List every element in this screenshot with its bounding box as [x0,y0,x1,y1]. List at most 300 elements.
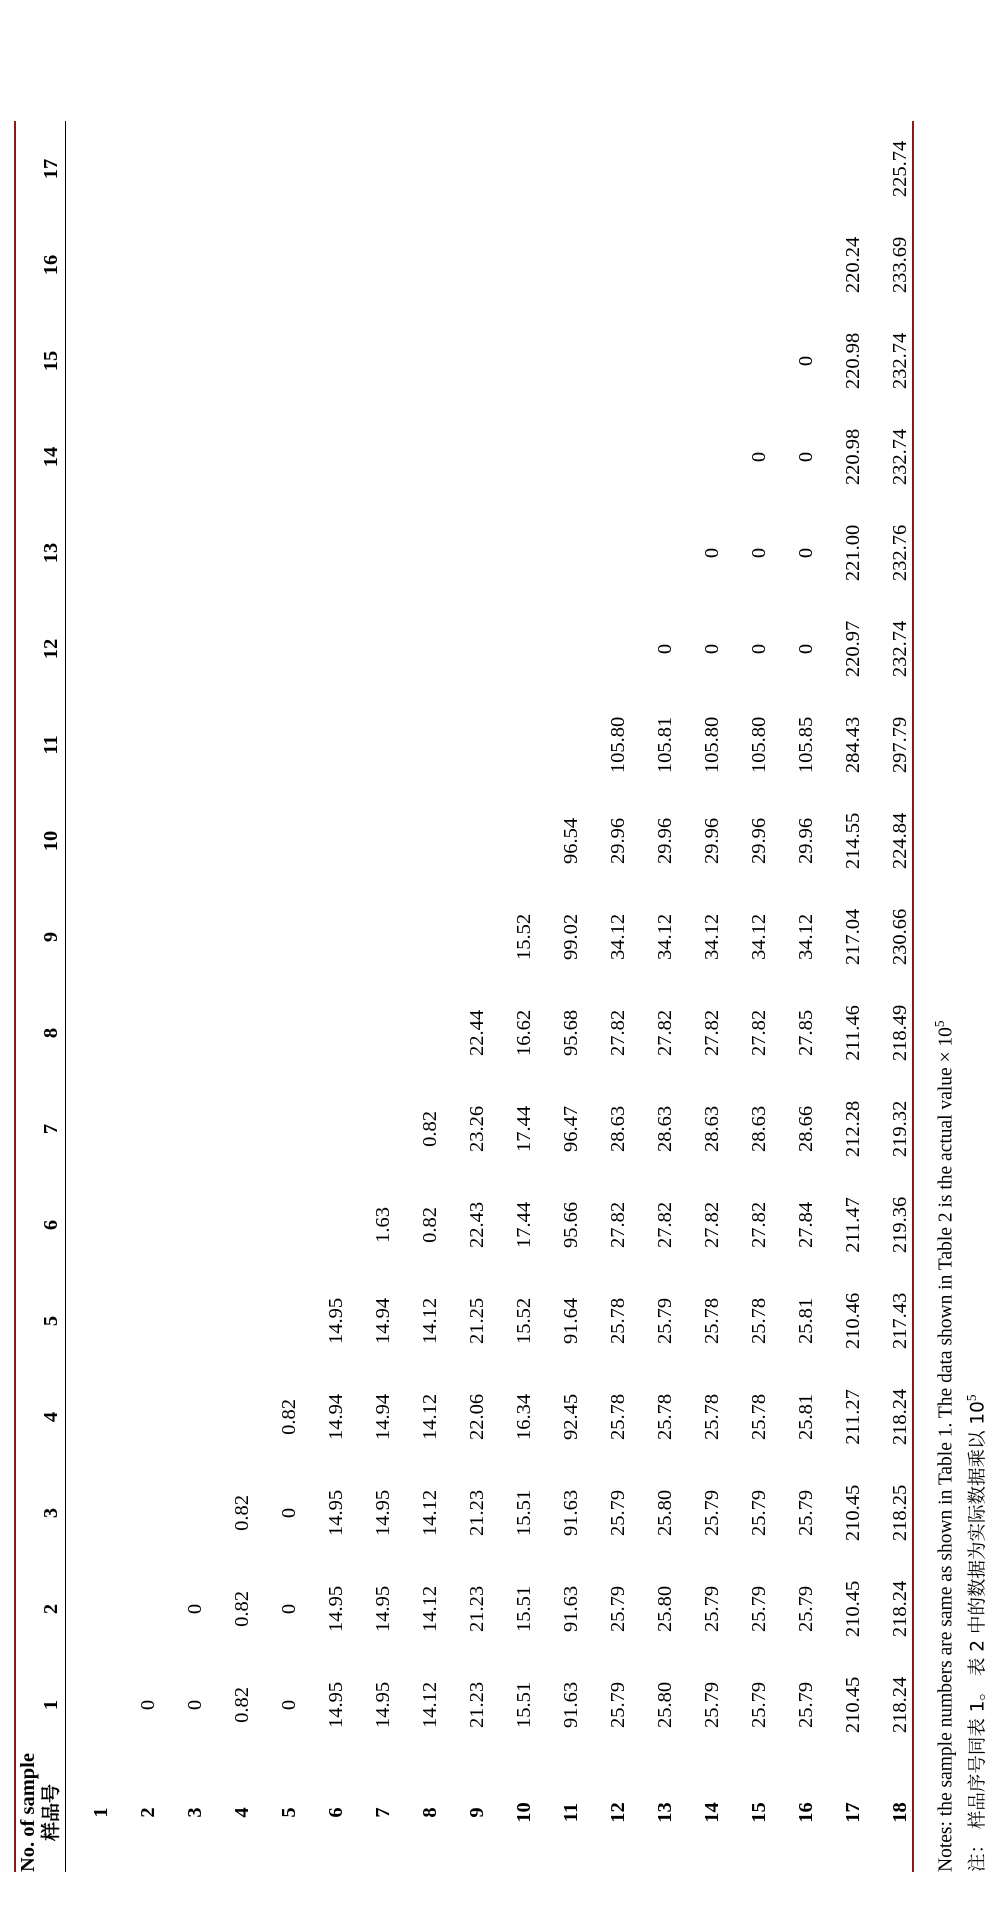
cell: 25.78 [748,1297,770,1345]
table-row [536,121,583,1872]
cell [348,889,395,985]
cell: 27.82 [748,1201,770,1249]
cell [66,1081,114,1177]
cell: 21.23 [466,1585,488,1633]
cell: 96.54 [560,817,582,865]
cell [583,601,630,697]
table-row [489,121,536,1872]
cell [442,889,489,985]
cell: 25.79 [701,1489,723,1537]
cell: 17.44 [513,1201,535,1249]
cell: 91.63 [560,1585,582,1633]
row-label: 5 [278,1807,300,1818]
cell: 29.96 [607,817,629,865]
cell: 0 [748,451,770,463]
cell [113,313,160,409]
cell [489,697,536,793]
cell [207,985,254,1081]
cell: 14.95 [372,1489,394,1537]
cell: 0 [701,547,723,559]
cell [583,409,630,505]
cell [254,121,301,217]
cell [254,697,301,793]
cell: 95.66 [560,1201,582,1249]
cell: 27.82 [654,1201,676,1249]
cell [254,1177,301,1273]
cell [395,121,442,217]
cell: 22.06 [466,1393,488,1441]
cell [301,313,348,409]
cell: 105.85 [795,716,817,774]
cell: 28.66 [795,1105,817,1153]
cell: 27.84 [795,1201,817,1249]
row-label: 11 [560,1802,582,1823]
cell: 0 [795,451,817,463]
cell [113,121,160,217]
cell [113,601,160,697]
data-table [14,121,914,1872]
cell: 25.78 [607,1297,629,1345]
cell: 27.82 [748,1009,770,1057]
cell: 0 [137,1699,159,1711]
cell [395,601,442,697]
cell [254,1273,301,1369]
column-header-10: 10 [15,793,66,889]
cell: 0 [701,643,723,655]
cell [66,1657,114,1753]
cell: 105.80 [748,716,770,774]
cell: 219.32 [865,1081,913,1177]
cell [66,313,114,409]
row-label: 16 [795,1802,817,1823]
cell: 91.63 [560,1681,582,1729]
cell [66,409,114,505]
cell: 29.96 [701,817,723,865]
cell [66,1465,114,1561]
table-row [160,121,207,1872]
cell: 34.12 [701,913,723,961]
cell [66,601,114,697]
cell: 15.52 [513,913,535,961]
table-body [66,121,914,1872]
cell [207,505,254,601]
column-header-8: 8 [15,985,66,1081]
cell: 1.63 [372,1207,394,1243]
cell: 0.82 [231,1591,253,1627]
row-label: 9 [466,1807,488,1818]
cell [66,121,114,217]
cell: 25.78 [748,1393,770,1441]
table-row [442,121,489,1872]
cell: 297.79 [865,697,913,793]
table-row [113,121,160,1872]
cell [301,217,348,313]
cell: 0 [795,547,817,559]
cell: 25.79 [748,1585,770,1633]
column-header-12: 12 [15,601,66,697]
cell [348,793,395,889]
cell: 0 [795,643,817,655]
cell [113,1081,160,1177]
column-header-3: 3 [15,1465,66,1561]
cell [489,505,536,601]
cell: 210.45 [842,1676,864,1734]
cell: 217.43 [865,1273,913,1369]
cell [160,697,207,793]
table-notes [930,20,993,1872]
cell: 92.45 [560,1393,582,1441]
cell [583,505,630,601]
cell: 210.45 [842,1484,864,1542]
table-row [207,121,254,1872]
cell: 29.96 [748,817,770,865]
cell: 0.82 [419,1207,441,1243]
cell [536,313,583,409]
cell [442,409,489,505]
table-row [583,121,630,1872]
cell [395,793,442,889]
cell [66,697,114,793]
cell [771,121,818,217]
cell [160,1465,207,1561]
row-label: 8 [419,1807,441,1818]
note-line-cn [962,20,993,1872]
cell [66,1369,114,1465]
cell: 14.12 [419,1393,441,1441]
cell: 15.52 [513,1297,535,1345]
cell: 29.96 [795,817,817,865]
cell: 218.49 [865,985,913,1081]
column-header-14: 14 [15,409,66,505]
cell: 22.43 [466,1201,488,1249]
cell: 25.79 [795,1681,817,1729]
cell: 14.94 [372,1393,394,1441]
cell [489,601,536,697]
cell: 25.79 [795,1489,817,1537]
row-label: 17 [842,1802,864,1823]
cell [160,1081,207,1177]
cell: 0.82 [419,1111,441,1147]
table-row [254,121,301,1872]
cell: 14.94 [372,1297,394,1345]
column-header-2: 2 [15,1561,66,1657]
row-label: 2 [137,1807,159,1818]
cell [66,985,114,1081]
note-line-en [930,20,962,1872]
cell: 105.80 [607,716,629,774]
cell [207,313,254,409]
cell: 220.97 [842,620,864,678]
cell [207,121,254,217]
cell [348,601,395,697]
cell: 0 [278,1699,300,1711]
column-header-1: 1 [15,1657,66,1753]
cell [395,697,442,793]
cell: 28.63 [607,1105,629,1153]
cell: 0 [748,643,770,655]
cell: 95.68 [560,1009,582,1057]
cell [489,793,536,889]
cell [677,121,724,217]
cell [630,217,677,313]
cell [442,601,489,697]
cell: 0 [748,547,770,559]
cell: 17.44 [513,1105,535,1153]
cell: 96.47 [560,1105,582,1153]
cell: 0.82 [231,1687,253,1723]
row-header-label-en: No. of sample [17,1752,40,1872]
cell: 25.78 [701,1297,723,1345]
cell: 25.80 [654,1681,676,1729]
cell: 232.74 [865,409,913,505]
row-label: 3 [184,1807,206,1818]
column-header-11: 11 [15,697,66,793]
row-label: 1 [90,1807,112,1818]
cell [442,313,489,409]
cell [395,409,442,505]
cell: 27.82 [701,1009,723,1057]
cell: 217.04 [842,908,864,966]
cell [160,505,207,601]
cell: 224.84 [865,793,913,889]
column-header-7: 7 [15,1081,66,1177]
cell: 25.79 [701,1585,723,1633]
cell: 214.55 [842,812,864,870]
cell: 0 [654,643,676,655]
table-row [724,121,771,1872]
table-row [818,121,865,1872]
cell [160,1177,207,1273]
cell [348,985,395,1081]
cell [630,409,677,505]
cell: 28.63 [748,1105,770,1153]
cell [113,1561,160,1657]
cell [395,217,442,313]
cell [254,313,301,409]
table-row [865,121,913,1872]
cell [160,601,207,697]
cell: 25.79 [607,1681,629,1729]
cell [207,1177,254,1273]
cell [254,409,301,505]
cell [536,601,583,697]
cell: 212.28 [842,1100,864,1158]
cell: 28.63 [701,1105,723,1153]
cell [113,217,160,313]
cell: 27.82 [607,1201,629,1249]
row-header-label-cn: 样品号 [40,1783,63,1841]
cell [489,409,536,505]
cell [395,889,442,985]
cell [724,217,771,313]
table-row [677,121,724,1872]
cell [818,121,865,217]
cell [395,313,442,409]
table-head [15,121,66,1872]
cell: 14.95 [372,1585,394,1633]
cell: 25.79 [795,1585,817,1633]
cell [771,217,818,313]
table-row [66,121,114,1872]
cell [301,121,348,217]
cell [113,409,160,505]
column-header-4: 4 [15,1369,66,1465]
cell: 25.80 [654,1489,676,1537]
cell [301,889,348,985]
cell [113,505,160,601]
cell: 34.12 [748,913,770,961]
cell: 211.27 [842,1389,864,1445]
cell: 16.34 [513,1393,535,1441]
cell: 25.79 [607,1489,629,1537]
table-row [630,121,677,1872]
cell [113,1369,160,1465]
cell: 14.12 [419,1489,441,1537]
cell [348,409,395,505]
cell: 14.12 [419,1585,441,1633]
table-row [348,121,395,1872]
row-label: 12 [607,1802,629,1823]
cell: 25.79 [701,1681,723,1729]
column-header-13: 13 [15,505,66,601]
cell [630,313,677,409]
note-en-text: Notes: the sample numbers are same as shown in Table 1. The data shown in Table 2 is the actual value × 10 [935,1027,957,1872]
cell: 14.95 [325,1297,347,1345]
cell: 210.45 [842,1580,864,1638]
note-cn-text: 注： 样品序号同表 1。 表 2 中的数据为实际数据乘以 10 [967,1401,989,1872]
cell [160,889,207,985]
cell [254,1081,301,1177]
cell: 99.02 [560,913,582,961]
cell [113,889,160,985]
cell: 15.51 [513,1681,535,1729]
cell: 25.80 [654,1585,676,1633]
cell: 211.46 [842,1005,864,1061]
cell [348,313,395,409]
column-header-6: 6 [15,1177,66,1273]
column-header-16: 16 [15,217,66,313]
cell: 14.94 [325,1393,347,1441]
cell [66,1273,114,1369]
cell [66,889,114,985]
cell [536,409,583,505]
cell: 232.74 [865,313,913,409]
cell: 225.74 [865,121,913,217]
cell [630,505,677,601]
cell: 29.96 [654,817,676,865]
cell: 218.24 [865,1657,913,1753]
cell [583,217,630,313]
cell [113,793,160,889]
cell: 220.98 [842,332,864,390]
cell [66,505,114,601]
cell: 0 [184,1603,206,1615]
cell [301,601,348,697]
row-label: 10 [513,1802,535,1823]
row-label: 15 [748,1802,770,1823]
cell: 0.82 [231,1495,253,1531]
cell: 284.43 [842,716,864,774]
cell [301,697,348,793]
cell: 0 [184,1699,206,1711]
cell [160,121,207,217]
cell [113,697,160,793]
cell [489,121,536,217]
cell [66,217,114,313]
cell [160,217,207,313]
table-row [301,121,348,1872]
cell [160,1273,207,1369]
cell [254,985,301,1081]
cell [207,1369,254,1465]
cell [113,1177,160,1273]
cell [677,217,724,313]
cell [254,217,301,313]
cell [207,1081,254,1177]
row-label: 4 [231,1807,253,1818]
cell [160,1369,207,1465]
cell [348,217,395,313]
cell [207,409,254,505]
cell [395,985,442,1081]
cell [160,985,207,1081]
rotated-table-container [0,20,989,1880]
cell: 27.85 [795,1009,817,1057]
cell: 105.80 [701,716,723,774]
cell [724,121,771,217]
cell [489,217,536,313]
cell: 25.78 [701,1393,723,1441]
cell [301,985,348,1081]
cell: 21.23 [466,1681,488,1729]
cell: 221.00 [842,524,864,582]
cell [536,505,583,601]
cell: 34.12 [654,913,676,961]
cell [442,793,489,889]
cell: 91.64 [560,1297,582,1345]
cell: 210.46 [842,1292,864,1350]
cell [66,1561,114,1657]
cell [536,697,583,793]
cell: 0 [278,1507,300,1519]
cell [66,1177,114,1273]
cell: 233.69 [865,217,913,313]
cell [113,1273,160,1369]
column-header-5: 5 [15,1273,66,1369]
cell [207,889,254,985]
cell: 211.47 [842,1197,864,1253]
cell [724,313,771,409]
cell: 220.98 [842,428,864,486]
cell: 25.81 [795,1393,817,1441]
cell: 27.82 [701,1201,723,1249]
cell [254,793,301,889]
cell [207,1273,254,1369]
cell [254,889,301,985]
cell: 15.51 [513,1489,535,1537]
cell: 14.12 [419,1297,441,1345]
row-label: 6 [325,1807,347,1818]
cell [113,985,160,1081]
cell: 0 [278,1603,300,1615]
cell: 27.82 [607,1009,629,1057]
cell: 25.79 [748,1489,770,1537]
cell [301,409,348,505]
cell: 219.36 [865,1177,913,1273]
cell: 232.74 [865,601,913,697]
table-row [771,121,818,1872]
row-label: 13 [654,1802,676,1823]
